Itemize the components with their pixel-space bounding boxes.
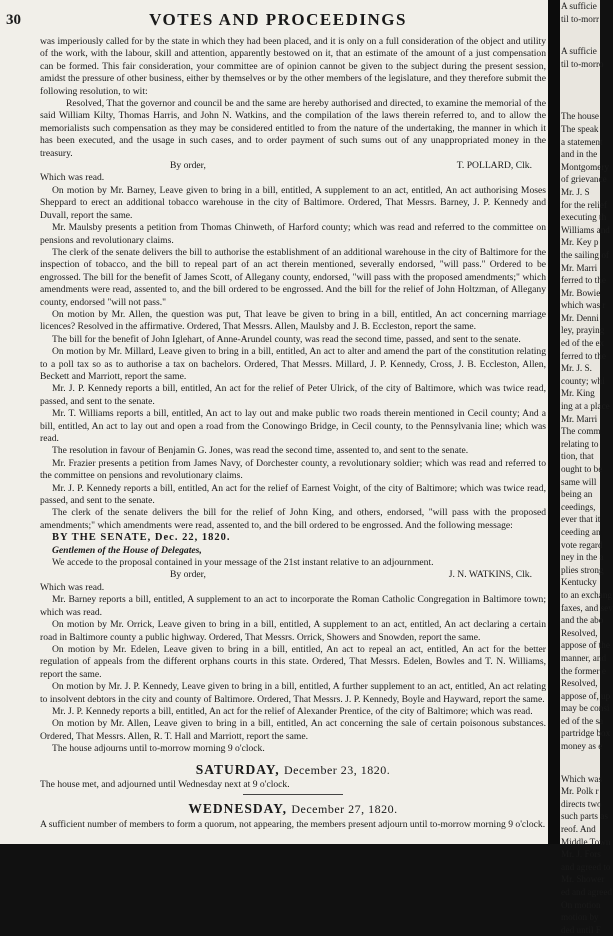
next-page-fragment: and agreed to	[561, 861, 611, 872]
date-heading-saturday	[40, 761, 546, 777]
next-page-fragment	[560, 25, 600, 45]
next-page-fragment: Which was	[561, 773, 603, 784]
next-page-fragment: such parts as	[561, 811, 608, 822]
paragraph: Which was read.	[40, 172, 105, 184]
next-page-fragment	[560, 70, 600, 90]
date-text: December 23, 1820.	[283, 762, 391, 777]
next-page-fragment: to an exchang	[561, 589, 613, 600]
next-page-fragment: money as e	[561, 741, 603, 752]
next-page-fragment: appose of the	[561, 640, 610, 651]
day-name: WEDNESDAY,	[188, 801, 287, 817]
paragraph: On motion by Mr. Allen, Leave given to bring in a bill, entitled, An act concerning the sale of certain poisonous substances. Ordered, That Messrs. Allen, R. T. Hall and Marriott, report the same.	[40, 718, 546, 742]
paragraph: Mr. Maulsby presents a petition from Thomas Chinweth, of Harford county; which was read and referred to the committee on pensions and revolutionary claims.	[40, 222, 546, 246]
paragraph: Mr. Frazier presents a petition from James Navy, of Dorchester county, a revolutionary soldier; which was read and referred to the committee on pensions and revolutionary claims.	[40, 457, 546, 482]
signature-line	[40, 160, 546, 172]
next-page-fragment: Mr. King	[561, 388, 595, 399]
next-page-fragment: Williams and	[561, 224, 610, 235]
next-page-fragment: manner, and	[561, 652, 607, 663]
next-page-fragment: reof. And	[561, 824, 596, 835]
next-page-fragment: ed and agreed	[561, 887, 613, 897]
day-name: SATURDAY,	[195, 761, 280, 777]
next-page-fragment: Mr. Polk r	[561, 786, 599, 797]
next-page-fragment: Resolved,	[561, 627, 598, 638]
next-page-fragment: Kentucky	[561, 577, 597, 588]
next-page-fragment: executing th	[561, 212, 607, 223]
by-order: By order,	[170, 569, 206, 581]
next-page-fragment: partridge box	[561, 728, 611, 739]
next-page-fragment: A sufficie	[561, 46, 597, 57]
paragraph: Mr. T. Williams reports a bill, entitled, An act to lay out and make public two roads therein mentioned in Cecil county; And a bill, entitled, An act to lay out and open a road from the Conowingo Bridge, in Cecil county, to the Pennsylvania line; which was read.	[40, 408, 546, 444]
next-page-edge	[560, 0, 613, 935]
paragraph: Resolved, That the governor and council be and the same are hereby authorised and directed, to examine the memorial of the said William Kilty, Thomas Harris, and John N. Watkins, and the compilation of the laws therein referred to, and to allow the memorialists such compensation as they may be considered entitled to from the nature of the undertaking, the manner in which it has been executed, and the usage in such cases, and to order payment of such sums out of any unappropriated money in the treasury.	[40, 98, 546, 159]
next-page-fragment: til to-morro	[561, 58, 604, 69]
next-page-fragment: ever that it	[561, 514, 601, 525]
section-divider	[243, 794, 343, 795]
paragraph: On motion by Mr. Edelen, Leave given to bring in a bill, entitled, An act to repeal an act, entitled, An act for the better regulation of appeals from the different orphans courts in this state. Ordered, That Messrs. Edelen, Bowles and T. N. Williams, report the same.	[40, 643, 546, 680]
clerk-name: J. N. WATKINS, Clk.	[448, 569, 532, 581]
next-page-fragment: ceeding an	[561, 526, 601, 537]
next-page-fragment: The speak	[561, 123, 599, 134]
next-page-fragment: The house	[561, 111, 600, 122]
next-page-fragment	[560, 753, 600, 773]
paragraph: The house met, and adjourned until Wednesday next at 9 o'clock.	[40, 778, 290, 790]
next-page-fragment: Mr. Marri	[561, 262, 598, 273]
next-page-fragment: motion by	[561, 912, 599, 923]
next-page-fragment: On motion	[561, 899, 601, 910]
next-page-fragment: appose of, up	[561, 690, 611, 701]
paragraph: On motion by Mr. Millard, Leave given to bring in a bill, entitled, An act to alter and amend the part of the constitution relating to a poll tax so as to authorise a tax on bachelors. Ordered, That Messrs. Millard, J. P. Kennedy, Cross, J. B. Eccleston, Allen, Beckett and Marriott, report the same.	[40, 346, 546, 382]
paragraph: Which was read.	[40, 581, 105, 593]
next-page-fragment: which was r	[561, 300, 606, 311]
senate-message-heading: BY THE SENATE, Dec. 22, 1820.	[52, 532, 231, 544]
next-page-fragment	[560, 90, 600, 110]
next-page-fragment: ceedings,	[561, 501, 596, 512]
next-page-fragment: ed of the ex	[561, 338, 605, 349]
paragraph: On motion by Mr. J. P. Kennedy, Leave given to bring in a bill, entitled, A further supplement to an act, entitled, An act relating to insolvent debtors in the city and county of Baltimore. Ordered, That Messrs. J. P. Kennedy, Boyle and Hayward, report the same.	[40, 681, 546, 705]
paragraph: Mr. J. P. Kennedy reports a bill, entitled, An act for the relief of Peter Ulrick, of the city of Baltimore, which was twice read, passed, and sent to the senate.	[40, 383, 546, 407]
running-title: VOTES AND PROCEEDINGS	[149, 10, 407, 29]
next-page-fragment: Mr. Denni	[561, 312, 599, 323]
clerk-name: T. POLLARD, Clk.	[456, 160, 532, 172]
next-page-fragment: ferred to the	[561, 350, 606, 361]
next-page-fragment: Middle Town	[561, 836, 611, 847]
paragraph: On motion by Mr. Allen, the question was put, That leave be given to bring in a bill, entitled, An act concerning marriage licences? Resolved in the affirmative. Ordered, That Messrs. Allen, Maulsby and J. B. Eccleston, report the same.	[40, 308, 546, 333]
book-gutter	[548, 0, 560, 844]
paragraph: Mr. J. P. Kennedy reports a bill, entitled, An act for the relief of Earnest Voight, of the city of Baltimore; which was twice read, passed, and sent to the senate.	[40, 482, 546, 507]
next-page-fragment: a statement	[561, 136, 603, 147]
next-page-fragment: plies strong	[561, 564, 604, 575]
senate-message-text: We accede to the proposal contained in your message of the 21st instant relative to an adjournment.	[52, 557, 434, 569]
next-page-fragment: ded until F	[561, 924, 601, 935]
next-page-fragment: Mr. Bowie	[561, 287, 601, 298]
paragraph: On motion by Mr. Orrick, Leave given to bring in a bill, entitled, A supplement to an act, entitled, An act declaring a certain road in Baltimore county a public highway. Ordered, That Messrs. Orrick, Showers and Snowden, report the same.	[40, 619, 546, 643]
next-page-fragment: ferred to the	[561, 275, 606, 286]
next-page-fragment: Mr. Key p	[561, 237, 599, 248]
next-page-fragment: tion, that	[561, 451, 594, 462]
next-page-fragment: may be consi	[561, 703, 610, 714]
adjournment-note: The house adjourns until to-morrow morning 9 o'clock.	[52, 743, 265, 755]
next-page-fragment: for the relief	[561, 199, 607, 210]
by-order: By order,	[170, 160, 206, 172]
paragraph: A sufficient number of members to form a quorum, not appearing, the members present adjourn until to-morrow morning 9 o'clock.	[40, 818, 546, 830]
next-page-fragment: faxes, and sev	[561, 602, 613, 613]
next-page-fragment: county; whi	[561, 375, 605, 386]
next-page-fragment: directs two	[561, 798, 602, 809]
next-page-fragment: relating to	[561, 438, 599, 449]
next-page-fragment: and in the	[561, 149, 598, 160]
next-page-fragment: of grievance	[561, 174, 607, 185]
next-page-fragment: and the abo	[561, 615, 604, 626]
paragraph: The bill for the benefit of John Iglehart, of Anne-Arundel county, was read the second time, passed, and sent to the senate.	[52, 333, 521, 345]
paragraph: The resolution in favour of Benjamin G. Jones, was read the second time, assented to, and sent to the senate.	[52, 445, 469, 457]
next-page-fragment: Mr. Marri	[561, 413, 598, 424]
next-page-fragment: Resolved,	[561, 678, 598, 689]
paragraph: Mr. J. P. Kennedy reports a bill, entitled, An act for the relief of Alexander Prentice, of the city of Baltimore; which was read.	[52, 705, 533, 717]
date-text: December 27, 1820.	[291, 802, 398, 817]
paragraph: Mr. Barney reports a bill, entitled, A supplement to an act to incorporate the Roman Catholic Congregation in Baltimore town; which was read.	[40, 594, 546, 618]
salutation: Gentlemen of the House of Delegates,	[52, 544, 202, 556]
page-body	[40, 36, 546, 831]
next-page-fragment: vote regard	[561, 539, 603, 550]
next-page-fragment: ing at a place	[561, 401, 610, 412]
next-page-fragment: A sufficie	[561, 1, 597, 11]
paragraph: The clerk of the senate delivers the bill for the relief of John King, and others, endorsed, "will pass with the proposed amendments;" which amendments were read, assented to, and the bill ordered to be engrossed. And the following message:	[40, 507, 546, 531]
next-page-fragment: ed of the sa	[561, 715, 604, 726]
next-page-fragment: the former e	[561, 665, 606, 676]
next-page-fragment: Mr. J. S	[561, 186, 590, 197]
next-page-fragment: The comm	[561, 426, 601, 437]
paragraph: was imperiously called for by the state in which they had been placed, and it is only on a full consideration of the object and utility of the work, with the labour, skill and attention, apparently bestowed on it, that an estimate of the amount of a just compensation can be formed. This fair consideration, your committee are of opinion cannot be given to the subject during the present session, amidst the pressure of other business, either by themselves or by the other members of the legislature, and they therefore submit the following resolution, to wit:	[40, 36, 546, 97]
next-page-fragment: ley, praying	[561, 325, 605, 336]
next-page-fragment: being an	[561, 489, 593, 500]
next-page-fragment: ney in the a	[561, 552, 604, 563]
next-page-fragment: Mr. J. S.	[561, 363, 592, 374]
signature-line	[40, 569, 546, 581]
date-heading-wednesday	[40, 803, 546, 815]
page-number: 30	[6, 12, 21, 28]
next-page-fragment: til to-morr	[561, 13, 600, 24]
next-page-fragment: Montgomery	[561, 161, 609, 172]
paragraph: The clerk of the senate delivers the bill to authorise the establishment of an additional warehouse in the city of Baltimore for the inspection of tobacco, and the bill to repeal part of an act therein mentioned, severally endorsed, "will pass." Ordered to be engrossed. The bill for the benefit of James Scott, of Allegany county, endorsed, "will pass with the proposed amendments;" which amendments were read, assented to, and the bill ordered to be engrossed. And the bill for the relief of John Holtzman, of Allegany county, endorsed "will not pass."	[40, 246, 546, 308]
next-page-fragment: ought to be	[561, 464, 603, 474]
next-page-fragment: the sailing of	[561, 249, 609, 260]
next-page-fragment: same will	[561, 476, 597, 487]
paragraph: On motion by Mr. Barney, Leave given to bring in a bill, entitled, A supplement to an act, entitled, An act authorising Moses Sheppard to erect an additional tobacco warehouse in the city of Baltimore. Ordered, That Messrs. Barney, J. P. Kennedy and Duvall, report the same.	[40, 184, 546, 221]
next-page-fragment: Mr. Shower	[561, 874, 605, 885]
next-page-fragment: Mr. J. Fors	[561, 849, 601, 860]
